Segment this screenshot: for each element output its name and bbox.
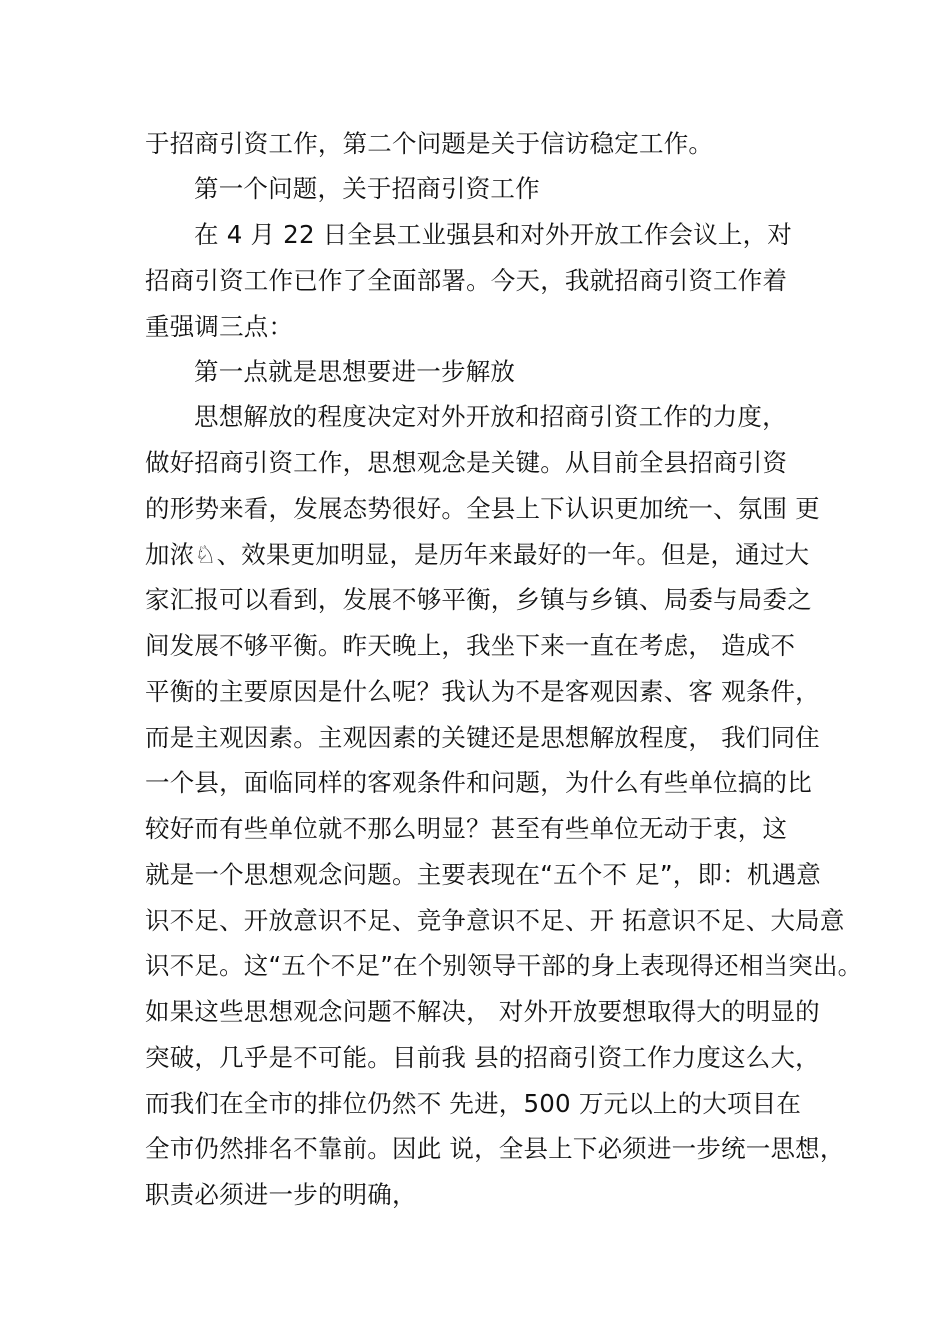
text-line-22: 而我们在全市的排位仍然不 先进，500 万元以上的大项目在 [145, 1089, 802, 1118]
section-heading-1: 第一个问题，关于招商引资工作 [194, 174, 540, 203]
text-line-3: 在 4 月 22 日全县工业强县和对外开放工作会议上，对 [194, 220, 793, 249]
text-line-9: 的形势来看，发展态势很好。全县上下认识更加统一、氛围 更 [145, 494, 820, 523]
text-line-18: 识不足、开放意识不足、竞争意识不足、开 拓意识不足、大局意 [145, 906, 845, 935]
text-line-24: 职责必须进一步的明确， [145, 1180, 417, 1209]
text-line-8: 做好招商引资工作，思想观念是关键。从目前全县招商引资 [145, 448, 788, 477]
text-line-23: 全市仍然排名不靠前。因此 说，全县上下必须进一步统一思想， [145, 1134, 845, 1163]
text-line-11: 家汇报可以看到，发展不够平衡，乡镇与乡镇、局委与局委之 [145, 585, 812, 614]
text-line-14: 而是主观因素。主观因素的关键还是思想解放程度， 我们同住 [145, 723, 820, 752]
text-line-1: 于招商引资工作，第二个问题是关于信访稳定工作。 [145, 129, 714, 158]
text-line-19: 识不足。这“五个不足”在个别领导干部的身上表现得还相当突出。 [145, 951, 863, 980]
text-line-5: 重强调三点： [145, 312, 294, 341]
text-line-12: 间发展不够平衡。昨天晚上，我坐下来一直在考虑， 造成不 [145, 631, 796, 660]
text-line-17: 就是一个思想观念问题。主要表现在“五个不 足”，即：机遇意 [145, 860, 821, 889]
subsection-heading-1: 第一点就是思想要进一步解放 [194, 357, 516, 386]
text-line-13: 平衡的主要原因是什么呢？我认为不是客观因素、客 观条件， [145, 677, 820, 706]
text-line-4: 招商引资工作已作了全面部署。今天，我就招商引资工作着 [145, 266, 788, 295]
text-line-21: 突破，几乎是不可能。目前我 县的招商引资工作力度这么大， [145, 1043, 820, 1072]
text-line-15: 一个县，面临同样的客观条件和问题，为什么有些单位搞的比 [145, 768, 812, 797]
text-line-7: 思想解放的程度决定对外开放和招商引资工作的力度， [194, 402, 787, 431]
text-line-10: 加浓♘、效果更加明显，是历年来最好的一年。但是，通过大 [145, 540, 810, 569]
text-line-20: 如果这些思想观念问题不解决， 对外开放要想取得大的明显的 [145, 997, 820, 1026]
text-line-16: 较好而有些单位就不那么明显？甚至有些单位无动于衷，这 [145, 814, 788, 843]
